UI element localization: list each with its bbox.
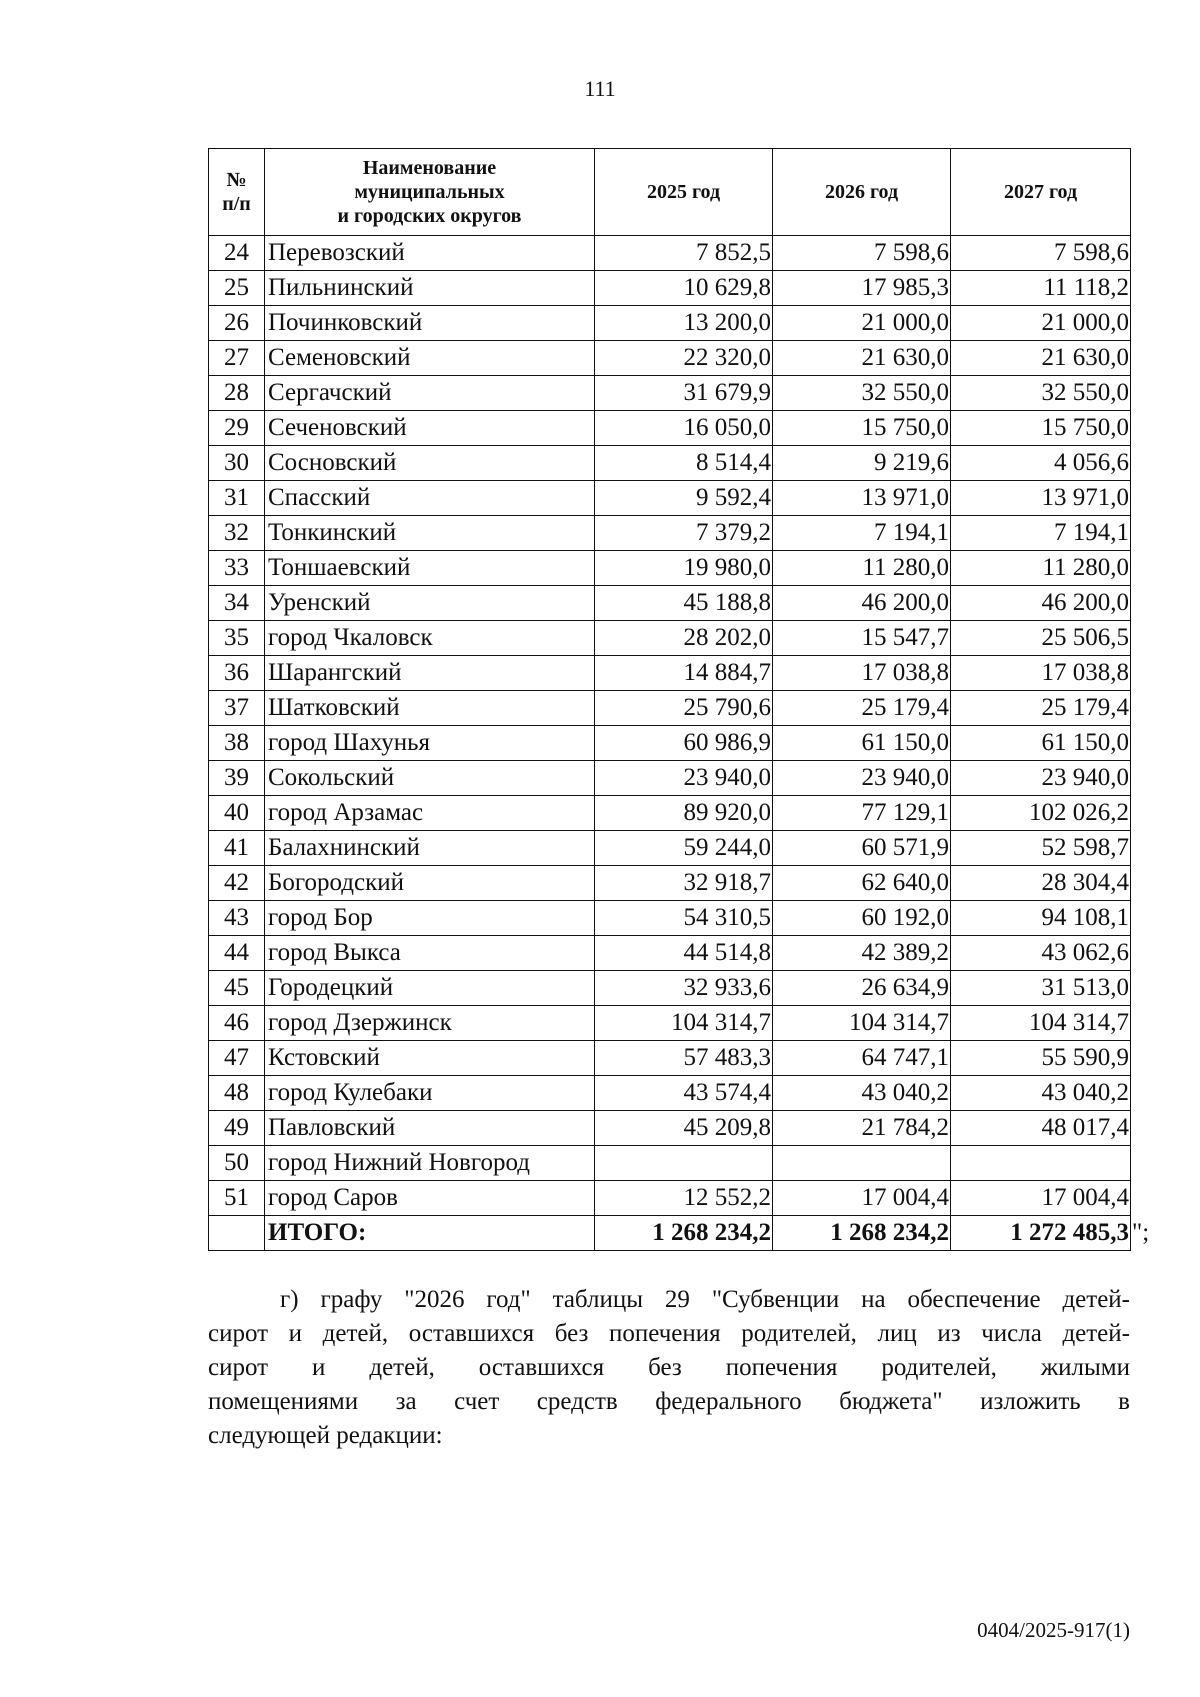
row-2025 [595,1146,773,1181]
row-2025: 7 852,5 [595,236,773,271]
row-2025: 45 209,8 [595,1111,773,1146]
row-number: 41 [209,831,265,866]
row-number: 40 [209,796,265,831]
paragraph-line: помещениями за счет средств федерального бюджета" изложить в [208,1388,1130,1415]
header-number [209,149,265,236]
row-number: 51 [209,1181,265,1216]
table-header [209,149,1131,236]
row-name: город Кулебаки [265,1076,595,1111]
row-name: город Чкаловск [265,621,595,656]
row-2027: 17 004,4 [951,1181,1131,1216]
row-2027: 31 513,0 [951,971,1131,1006]
row-2026: 21 630,0 [773,341,951,376]
row-2027: 32 550,0 [951,376,1131,411]
row-2026: 77 129,1 [773,796,951,831]
row-2025: 23 940,0 [595,761,773,796]
total-number-cell [209,1216,265,1251]
table-row [209,971,1131,1006]
row-2026: 104 314,7 [773,1006,951,1041]
row-2026: 17 985,3 [773,271,951,306]
row-name: город Выкса [265,936,595,971]
row-2025: 10 629,8 [595,271,773,306]
row-number: 24 [209,236,265,271]
row-2025: 25 790,6 [595,691,773,726]
row-2025: 32 933,6 [595,971,773,1006]
table-row [209,691,1131,726]
row-number: 28 [209,376,265,411]
total-2026: 1 268 234,2 [773,1216,951,1251]
row-name: Сеченовский [265,411,595,446]
table-row [209,516,1131,551]
row-number: 33 [209,551,265,586]
table-row [209,901,1131,936]
table-row [209,271,1131,306]
page-number: 111 [584,76,616,101]
table-row [209,621,1131,656]
row-2025: 19 980,0 [595,551,773,586]
row-number: 36 [209,656,265,691]
row-name: Шатковский [265,691,595,726]
header-name [265,149,595,236]
row-2027: 11 118,2 [951,271,1131,306]
table-row [209,866,1131,901]
row-2025: 44 514,8 [595,936,773,971]
total-row [209,1216,1131,1251]
table-row [209,1111,1131,1146]
row-name: Пильнинский [265,271,595,306]
row-name: город Нижний Новгород [265,1146,595,1181]
table-row [209,831,1131,866]
row-name: Починковский [265,306,595,341]
closing-quote: "; [1132,1219,1150,1246]
row-number: 31 [209,481,265,516]
row-2026: 26 634,9 [773,971,951,1006]
row-name: Богородский [265,866,595,901]
row-number: 38 [209,726,265,761]
row-2025: 60 986,9 [595,726,773,761]
row-number: 44 [209,936,265,971]
table-row [209,1041,1131,1076]
table-row [209,236,1131,271]
row-2027: 21 630,0 [951,341,1131,376]
row-number: 25 [209,271,265,306]
row-2027 [951,1146,1131,1181]
row-2026 [773,1146,951,1181]
row-2027: 43 062,6 [951,936,1131,971]
row-2025: 89 920,0 [595,796,773,831]
row-2027: 43 040,2 [951,1076,1131,1111]
row-name: Павловский [265,1111,595,1146]
total-2027: 1 272 485,3 [951,1216,1131,1251]
row-2027: 61 150,0 [951,726,1131,761]
row-number: 50 [209,1146,265,1181]
row-2026: 32 550,0 [773,376,951,411]
paragraph-line: следующей редакции: [208,1422,443,1449]
row-2025: 9 592,4 [595,481,773,516]
row-2027: 7 194,1 [951,516,1131,551]
paragraph-line: г) графу "2026 год" таблицы 29 "Субвенции на обеспечение детей- [280,1286,1130,1313]
row-number: 29 [209,411,265,446]
row-2026: 25 179,4 [773,691,951,726]
row-2026: 46 200,0 [773,586,951,621]
row-name: Тоншаевский [265,551,595,586]
row-name: Балахнинский [265,831,595,866]
row-number: 35 [209,621,265,656]
table-row [209,796,1131,831]
header-name-line: Наименование [362,157,497,179]
row-2026: 60 571,9 [773,831,951,866]
row-number: 47 [209,1041,265,1076]
row-2027: 48 017,4 [951,1111,1131,1146]
row-2026: 13 971,0 [773,481,951,516]
table-row [209,446,1131,481]
row-number: 34 [209,586,265,621]
row-2026: 9 219,6 [773,446,951,481]
row-2027: 15 750,0 [951,411,1131,446]
table-row [209,936,1131,971]
row-2025: 22 320,0 [595,341,773,376]
table-row [209,726,1131,761]
table-row [209,1181,1131,1216]
subsidy-table [208,148,1131,1251]
row-number: 39 [209,761,265,796]
table-row [209,341,1131,376]
header-2026: 2026 год [773,149,951,236]
table-row [209,376,1131,411]
header-number-line: п/п [222,193,251,215]
table-row [209,1076,1131,1111]
row-2027: 21 000,0 [951,306,1131,341]
row-2025: 16 050,0 [595,411,773,446]
table-row [209,411,1131,446]
row-name: город Дзержинск [265,1006,595,1041]
row-2027: 46 200,0 [951,586,1131,621]
row-2025: 13 200,0 [595,306,773,341]
row-2026: 17 038,8 [773,656,951,691]
row-2026: 11 280,0 [773,551,951,586]
row-2025: 54 310,5 [595,901,773,936]
row-name: Сергачский [265,376,595,411]
row-number: 49 [209,1111,265,1146]
row-2026: 61 150,0 [773,726,951,761]
row-number: 26 [209,306,265,341]
header-number-line: № [226,169,247,191]
row-name: город Саров [265,1181,595,1216]
table-row [209,761,1131,796]
row-2027: 104 314,7 [951,1006,1131,1041]
row-2027: 28 304,4 [951,866,1131,901]
row-name: Сокольский [265,761,595,796]
row-2027: 102 026,2 [951,796,1131,831]
row-2026: 21 000,0 [773,306,951,341]
row-2025: 43 574,4 [595,1076,773,1111]
row-name: город Бор [265,901,595,936]
row-number: 48 [209,1076,265,1111]
row-2026: 64 747,1 [773,1041,951,1076]
row-2027: 11 280,0 [951,551,1131,586]
row-2027: 55 590,9 [951,1041,1131,1076]
row-name: Городецкий [265,971,595,1006]
row-2025: 104 314,7 [595,1006,773,1041]
row-2026: 15 547,7 [773,621,951,656]
row-name: Кстовский [265,1041,595,1076]
row-name: Сосновский [265,446,595,481]
row-2025: 57 483,3 [595,1041,773,1076]
row-2025: 7 379,2 [595,516,773,551]
row-2025: 28 202,0 [595,621,773,656]
row-2027: 52 598,7 [951,831,1131,866]
row-2026: 7 194,1 [773,516,951,551]
row-2025: 12 552,2 [595,1181,773,1216]
table-row [209,1146,1131,1181]
table-body [209,236,1131,1251]
row-2026: 62 640,0 [773,866,951,901]
row-2027: 23 940,0 [951,761,1131,796]
row-2027: 7 598,6 [951,236,1131,271]
row-name: Семеновский [265,341,595,376]
row-2026: 60 192,0 [773,901,951,936]
total-label: ИТОГО: [265,1216,595,1251]
row-2027: 13 971,0 [951,481,1131,516]
amendment-paragraph [208,1283,1130,1453]
row-2027: 25 506,5 [951,621,1131,656]
row-number: 42 [209,866,265,901]
header-name-line: и городских округов [337,205,522,227]
row-2027: 94 108,1 [951,901,1131,936]
table-row [209,1006,1131,1041]
header-2025: 2025 год [595,149,773,236]
row-name: Спасский [265,481,595,516]
row-2026: 15 750,0 [773,411,951,446]
row-2025: 59 244,0 [595,831,773,866]
table-row [209,481,1131,516]
paragraph-line: сирот и детей, оставшихся без попечения родителей, жилыми [208,1354,1130,1381]
row-2027: 25 179,4 [951,691,1131,726]
row-number: 43 [209,901,265,936]
row-2027: 4 056,6 [951,446,1131,481]
table-row [209,306,1131,341]
row-2025: 45 188,8 [595,586,773,621]
row-2025: 32 918,7 [595,866,773,901]
row-number: 45 [209,971,265,1006]
row-name: город Шахунья [265,726,595,761]
table-row [209,551,1131,586]
document-id: 0404/2025-917(1) [977,1618,1130,1642]
paragraph-line: сирот и детей, оставшихся без попечения родителей, лиц из числа детей- [208,1320,1130,1347]
row-2026: 7 598,6 [773,236,951,271]
row-number: 32 [209,516,265,551]
row-2027: 17 038,8 [951,656,1131,691]
row-2026: 21 784,2 [773,1111,951,1146]
row-number: 37 [209,691,265,726]
row-2026: 43 040,2 [773,1076,951,1111]
row-name: Уренский [265,586,595,621]
row-2026: 42 389,2 [773,936,951,971]
row-2025: 8 514,4 [595,446,773,481]
row-2025: 14 884,7 [595,656,773,691]
header-2027: 2027 год [951,149,1131,236]
row-2026: 17 004,4 [773,1181,951,1216]
row-name: Шарангский [265,656,595,691]
row-2026: 23 940,0 [773,761,951,796]
table-row [209,656,1131,691]
total-2025: 1 268 234,2 [595,1216,773,1251]
row-number: 46 [209,1006,265,1041]
row-name: Перевозский [265,236,595,271]
row-2025: 31 679,9 [595,376,773,411]
header-name-line: муниципальных [354,181,505,203]
row-number: 27 [209,341,265,376]
row-name: Тонкинский [265,516,595,551]
table-row [209,586,1131,621]
row-name: город Арзамас [265,796,595,831]
row-number: 30 [209,446,265,481]
